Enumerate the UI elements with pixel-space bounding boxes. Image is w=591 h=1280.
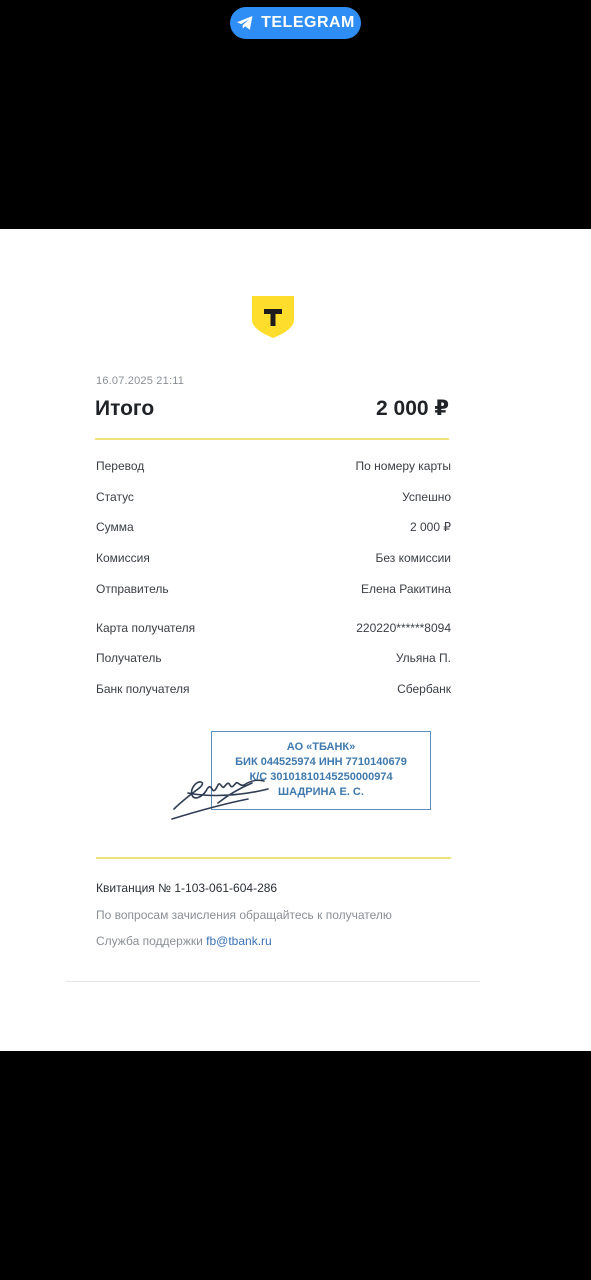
divider-top [95,438,449,440]
detail-value: 220220******8094 [356,621,451,635]
detail-value: Без комиссии [375,551,451,565]
recipient-note: По вопросам зачисления обращайтесь к получателю [96,908,392,922]
receipt [0,229,591,1051]
tbank-logo [251,295,295,339]
receipt-datetime: 16.07.2025 21:11 [96,375,185,387]
detail-value: По номеру карты [355,459,451,473]
detail-label: Перевод [96,459,145,473]
telegram-badge[interactable] [230,7,361,39]
signature-icon [168,759,298,821]
receipt-number: Квитанция № 1-103-061-604-286 [96,881,278,895]
telegram-label: TELEGRAM [261,14,355,31]
detail-value: Ульяна П. [395,651,451,665]
detail-label: Комиссия [96,551,150,565]
detail-value: Елена Ракитина [360,582,451,596]
detail-label: Карта получателя [96,621,196,635]
detail-value: Успешно [402,490,451,504]
bottom-separator [66,981,480,982]
detail-value: 2 000 ₽ [410,520,451,534]
stamp-bik-inn: БИК 044525974 ИНН 7710140679 [235,756,407,768]
stamp-bank-name: АО «ТБАНК» [286,741,356,753]
detail-value: Сбербанк [397,682,451,696]
detail-label: Отправитель [96,582,169,596]
stamp-signer: ШАДРИНА Е. С. [278,786,364,798]
detail-label: Банк получателя [96,682,190,696]
divider-bottom [96,857,451,859]
detail-label: Статус [96,490,134,504]
total-label: Итого [95,397,155,420]
support-email-link[interactable]: fb@tbank.ru [206,934,272,948]
total-value: 2 000 ₽ [376,397,449,420]
support-prefix: Служба поддержки [96,934,207,948]
support-line [96,934,272,948]
stamp-account: К/С 30101810145250000974 [249,771,393,783]
detail-label: Получатель [96,651,162,665]
paper-plane-icon [236,15,254,31]
detail-label: Сумма [96,520,134,534]
